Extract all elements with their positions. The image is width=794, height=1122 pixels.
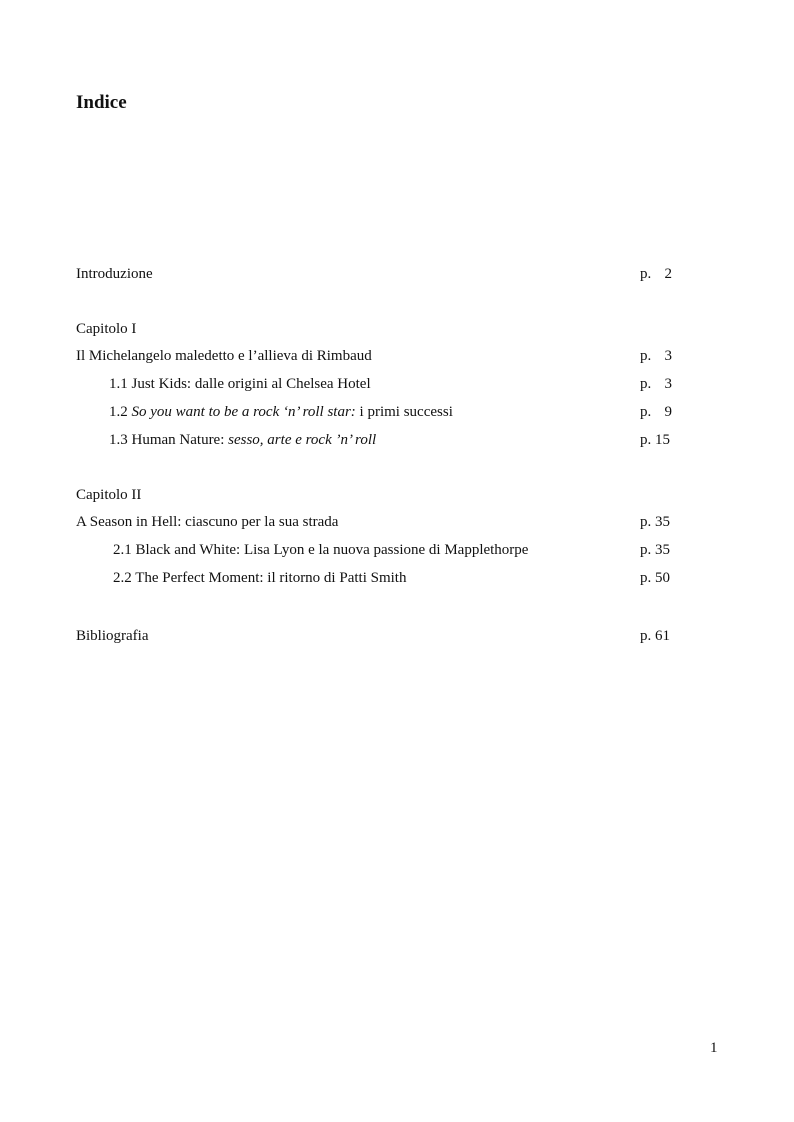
toc-entry-introduzione[interactable]: [0, 263, 794, 285]
toc-entry-title: Bibliografia: [76, 628, 149, 644]
page-title: Indice: [76, 92, 127, 113]
toc-entry-title: A Season in Hell: ciascuno per la sua strada: [76, 514, 339, 530]
chapter-label: Capitolo II: [76, 487, 142, 503]
toc-entry-page: p. 35: [640, 514, 670, 530]
chapter-label-2: [0, 484, 794, 506]
toc-entry-title: Il Michelangelo maledetto e l’allieva di Rimbaud: [76, 348, 372, 364]
toc-entry-page: p. 3: [640, 376, 672, 392]
toc-entry-page: p. 2: [640, 266, 672, 282]
toc-entry-title: Introduzione: [76, 266, 153, 282]
toc-entry-page: p. 50: [640, 570, 670, 586]
toc-entry-title: 2.1 Black and White: Lisa Lyon e la nuova passione di Mapplethorpe: [113, 542, 529, 558]
toc-entry-page: p. 15: [640, 432, 670, 448]
toc-entry-section-1-2[interactable]: [0, 401, 794, 423]
page-number: 1: [710, 1040, 718, 1056]
toc-entry-chapter-1[interactable]: [0, 345, 794, 367]
toc-entry-section-1-3[interactable]: [0, 429, 794, 451]
toc-entry-title: 1.1 Just Kids: dalle origini al Chelsea Hotel: [109, 376, 371, 392]
chapter-label: Capitolo I: [76, 321, 137, 337]
chapter-label-1: [0, 318, 794, 340]
toc-entry-page: p. 61: [640, 628, 670, 644]
toc-entry-section-2-2[interactable]: [0, 567, 794, 589]
toc-entry-page: p. 9: [640, 404, 672, 420]
toc-entry-page: p. 3: [640, 348, 672, 364]
toc-entry-title: 1.3 Human Nature: sesso, arte e rock ’n’ roll: [109, 432, 377, 448]
toc-entry-section-1-1[interactable]: [0, 373, 794, 395]
toc-entry-title: 1.2 So you want to be a rock ‘n’ roll star: i primi successi: [109, 404, 453, 420]
toc-entry-section-2-1[interactable]: [0, 539, 794, 561]
toc-entry-page: p. 35: [640, 542, 670, 558]
toc-entry-title: 2.2 The Perfect Moment: il ritorno di Patti Smith: [113, 570, 407, 586]
toc-entry-chapter-2[interactable]: [0, 511, 794, 533]
toc-entry-bibliografia[interactable]: [0, 625, 794, 647]
